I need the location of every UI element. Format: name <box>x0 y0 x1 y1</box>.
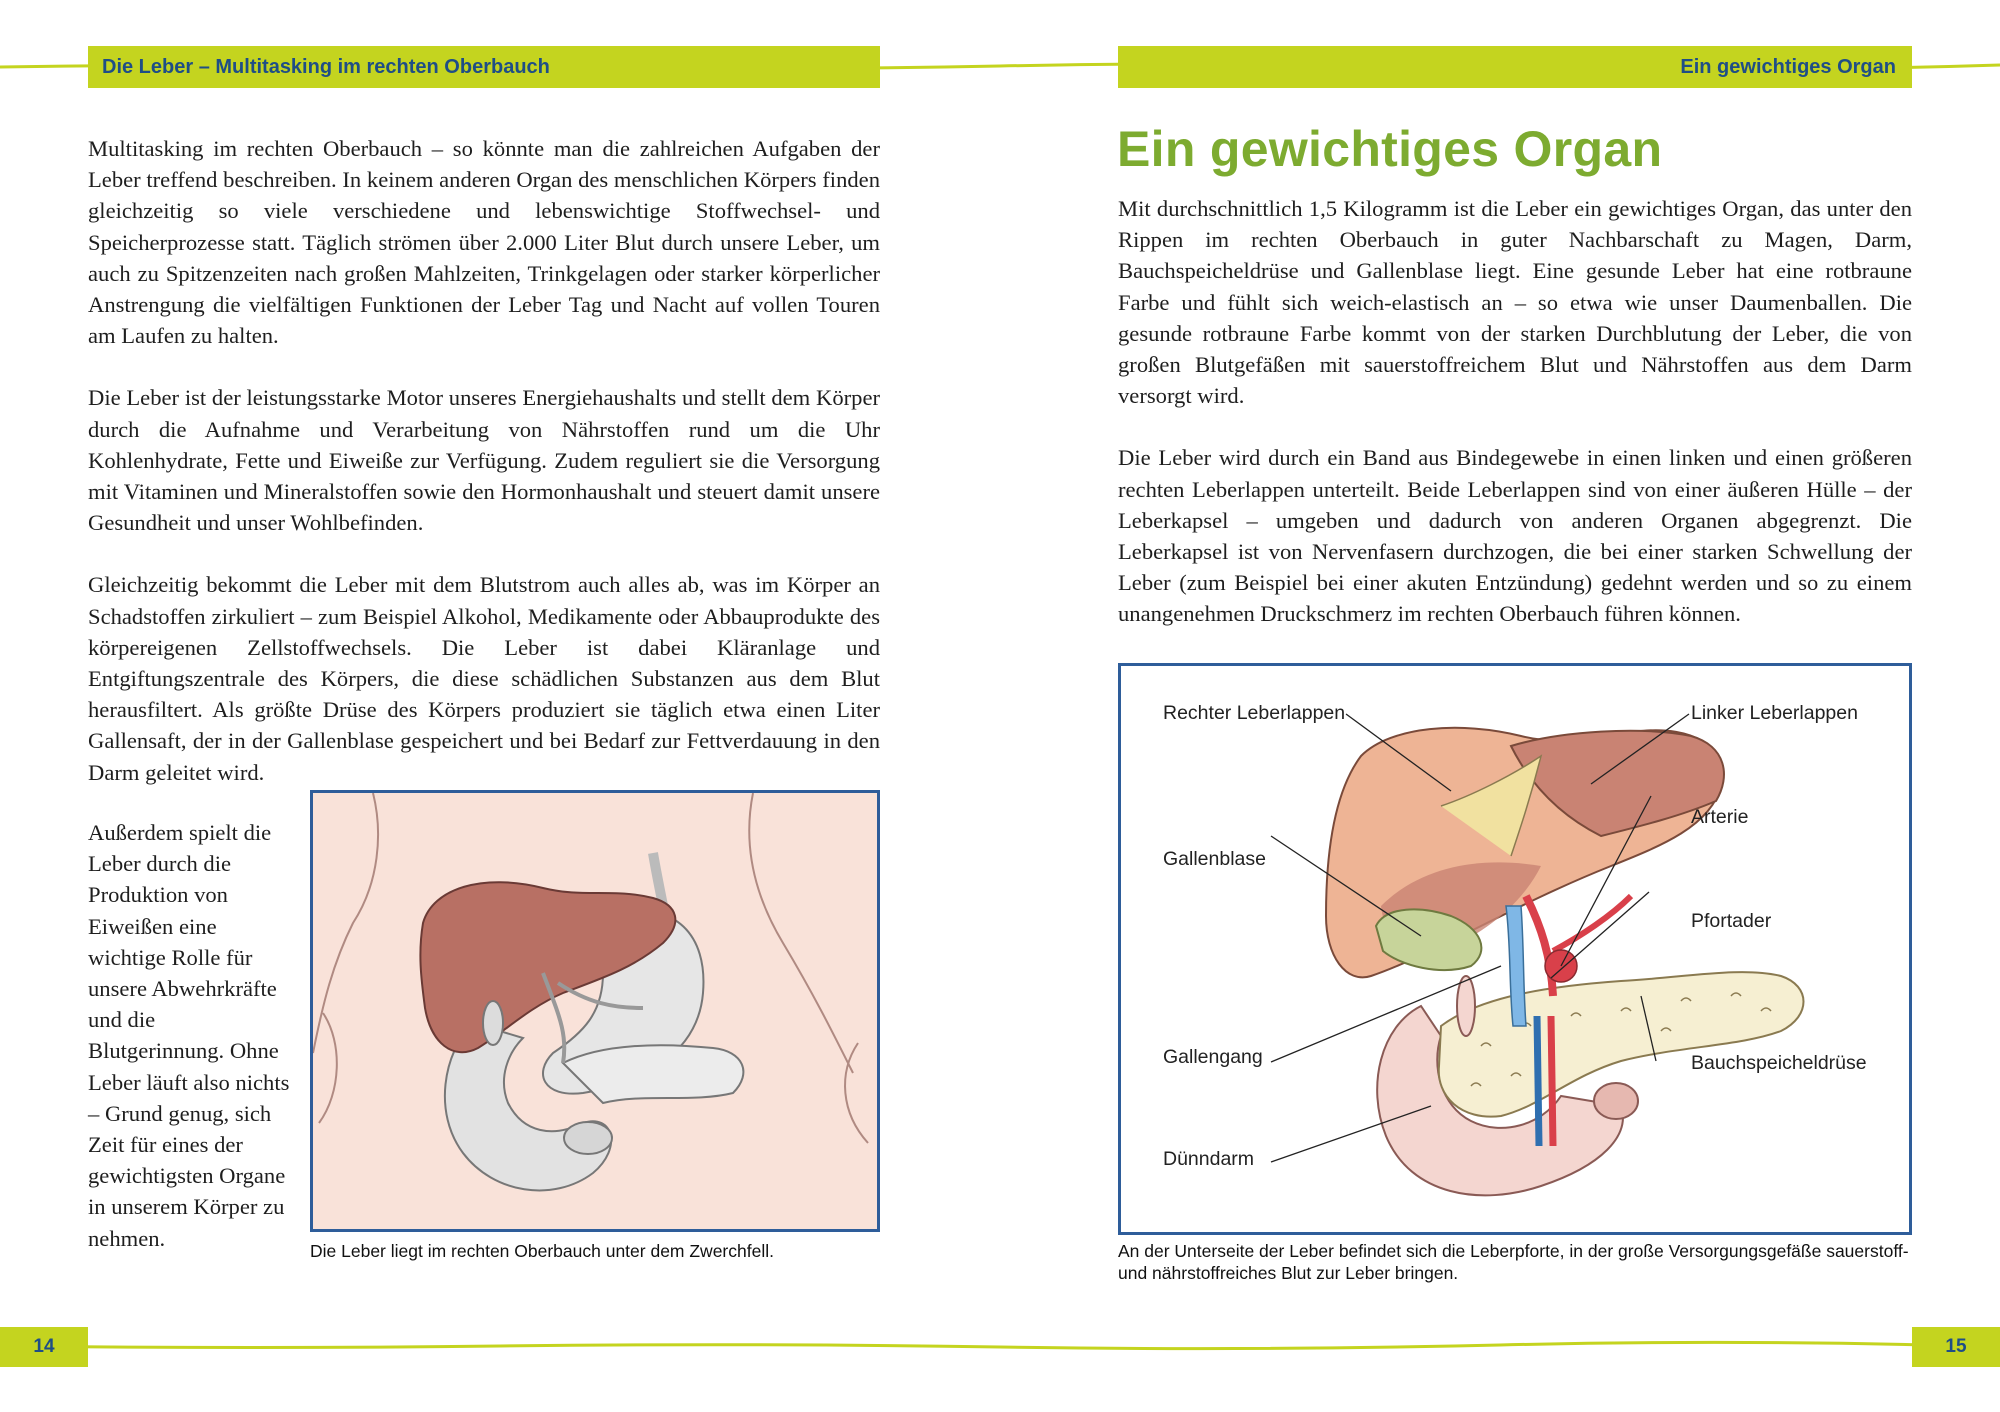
torso-liver-illustration <box>310 790 880 1232</box>
page-heading: Ein gewichtiges Organ <box>1117 121 1663 177</box>
running-header-right <box>1118 46 1912 88</box>
left-page-body <box>88 133 880 819</box>
running-header-left-text: Die Leber – Multitasking im rechten Oberbauch <box>102 55 550 78</box>
page-number-left <box>0 1327 88 1367</box>
label-gallenblase: Gallenblase <box>1163 848 1266 870</box>
running-header-right-text: Ein gewichtiges Organ <box>1680 55 1896 78</box>
side-paragraph: Außerdem spielt die Leber durch die Produktion von Eiweißen eine wichtige Rolle für unsere Abwehrkräfte und die Blutgerinnung. Ohne Leber läuft also nichts – Grund genug, sich Zeit für eines der gewichtigsten Organe in unserem Körper zu nehmen. <box>88 820 290 1251</box>
label-gallengang: Gallengang <box>1163 1046 1263 1068</box>
label-arterie: Arterie <box>1691 806 1749 828</box>
running-header-left <box>88 46 880 88</box>
page-number-left-text: 14 <box>33 1336 55 1357</box>
paragraph: Multitasking im rechten Oberbauch – so könnte man die zahlreichen Aufgaben der Leber treffend beschreiben. In keinem anderen Organ des menschlichen Körpers finden gleichzeitig so viele verschiedene und lebenswichtige Stoffwechsel- und Speicherprozesse statt. Täglich strömen über 2.000 Liter Blut durch unsere Leber, um auch zu Spitzenzeiten nach großen Mahlzeiten, Trinkgelagen oder starker körperlicher Anstrengung die vielfältigen Funktionen der Leber Tag und Nacht auf vollen Touren am Laufen zu halten. <box>88 136 880 349</box>
torso-drawing <box>313 793 880 1232</box>
paragraph: Die Leber ist der leistungsstarke Motor unseres Energiehaushalts und stellt dem Körper durch die Aufnahme und Verarbeitung von Nährstoffen rund um die Uhr Kohlenhydrate, Fette und Eiweiße zur Verfügung. Zudem reguliert sie die Versorgung mit Vitaminen und Mineralstoffen sowie den Hormonhaushalt und steuert damit unsere Gesundheit und unser Wohlbefinden. <box>88 385 880 536</box>
label-rechter-leberlappen: Rechter Leberlappen <box>1163 702 1346 724</box>
bottom-wave-line <box>0 1340 2000 1352</box>
label-duenndarm: Dünndarm <box>1163 1148 1255 1170</box>
liver-anatomy-diagram <box>1118 663 1912 1235</box>
right-figure-caption: An der Unterseite der Leber befindet sich die Leberpforte, in der große Versorgungsgefäße sauerstoff- und nährstoffreiches Blut zur Leber bringen. <box>1118 1241 1909 1283</box>
paragraph: Mit durchschnittlich 1,5 Kilogramm ist die Leber ein gewichtiges Organ, das unter den Rippen im rechten Oberbauch in guter Nachbarschaft zu Magen, Darm, Bauchspeicheldrüse und Gallenblase liegt. Eine gesunde Leber hat eine rotbraune Farbe und fühlt sich weich-elastisch an – so etwa wie unser Daumenballen. Die gesunde rotbraune Farbe kommt von der starken Durchblutung der Leber, die von großen Blutgefäßen mit sauerstoffreichem Blut und Nährstoffen aus dem Darm versorgt wird. <box>1118 196 1912 409</box>
paragraph: Die Leber wird durch ein Band aus Bindegewebe in einen linken und einen größeren rechten Leberlappen unterteilt. Beide Leberlappen sind von einer äußeren Hülle – der Leberkapsel – umgeben und dadurch von anderen Organen abgegrenzt. Die Leberkapsel ist von Nervenfasern durchzogen, die bei einer starken Schwellung der Leber (zum Beispiel bei einer akuten Entzündung) gedehnt werden und so zu einem unangenehmen Druckschmerz im rechten Oberbauch führen können. <box>1118 445 1912 627</box>
paragraph: Gleichzeitig bekommt die Leber mit dem Blutstrom auch alles ab, was im Körper an Schadstoffen zirkuliert – zum Beispiel Alkohol, Medikamente oder Abbauprodukte des körpereigenen Zellstoffwechsels. Die Leber ist dabei Kläranlage und Entgiftungszentrale des Körpers, die diese schädlichen Substanzen aus dem Blut herausfiltert. Als größte Drüse des Körpers produziert sie täglich etwa einen Liter Gallensaft, der in der Gallenblase gespeichert und bei Bedarf zur Fettverdauung in den Darm geleitet wird. <box>88 572 880 785</box>
page-number-right-text: 15 <box>1945 1336 1967 1357</box>
label-bauchspeicheldruese: Bauchspeicheldrüse <box>1691 1052 1867 1074</box>
label-linker-leberlappen: Linker Leberlappen <box>1691 702 1858 724</box>
label-pfortader: Pfortader <box>1691 910 1772 932</box>
left-figure-caption: Die Leber liegt im rechten Oberbauch unter dem Zwerchfell. <box>310 1241 774 1261</box>
page-number-right <box>1912 1327 2000 1367</box>
right-page-body <box>1118 193 1912 661</box>
